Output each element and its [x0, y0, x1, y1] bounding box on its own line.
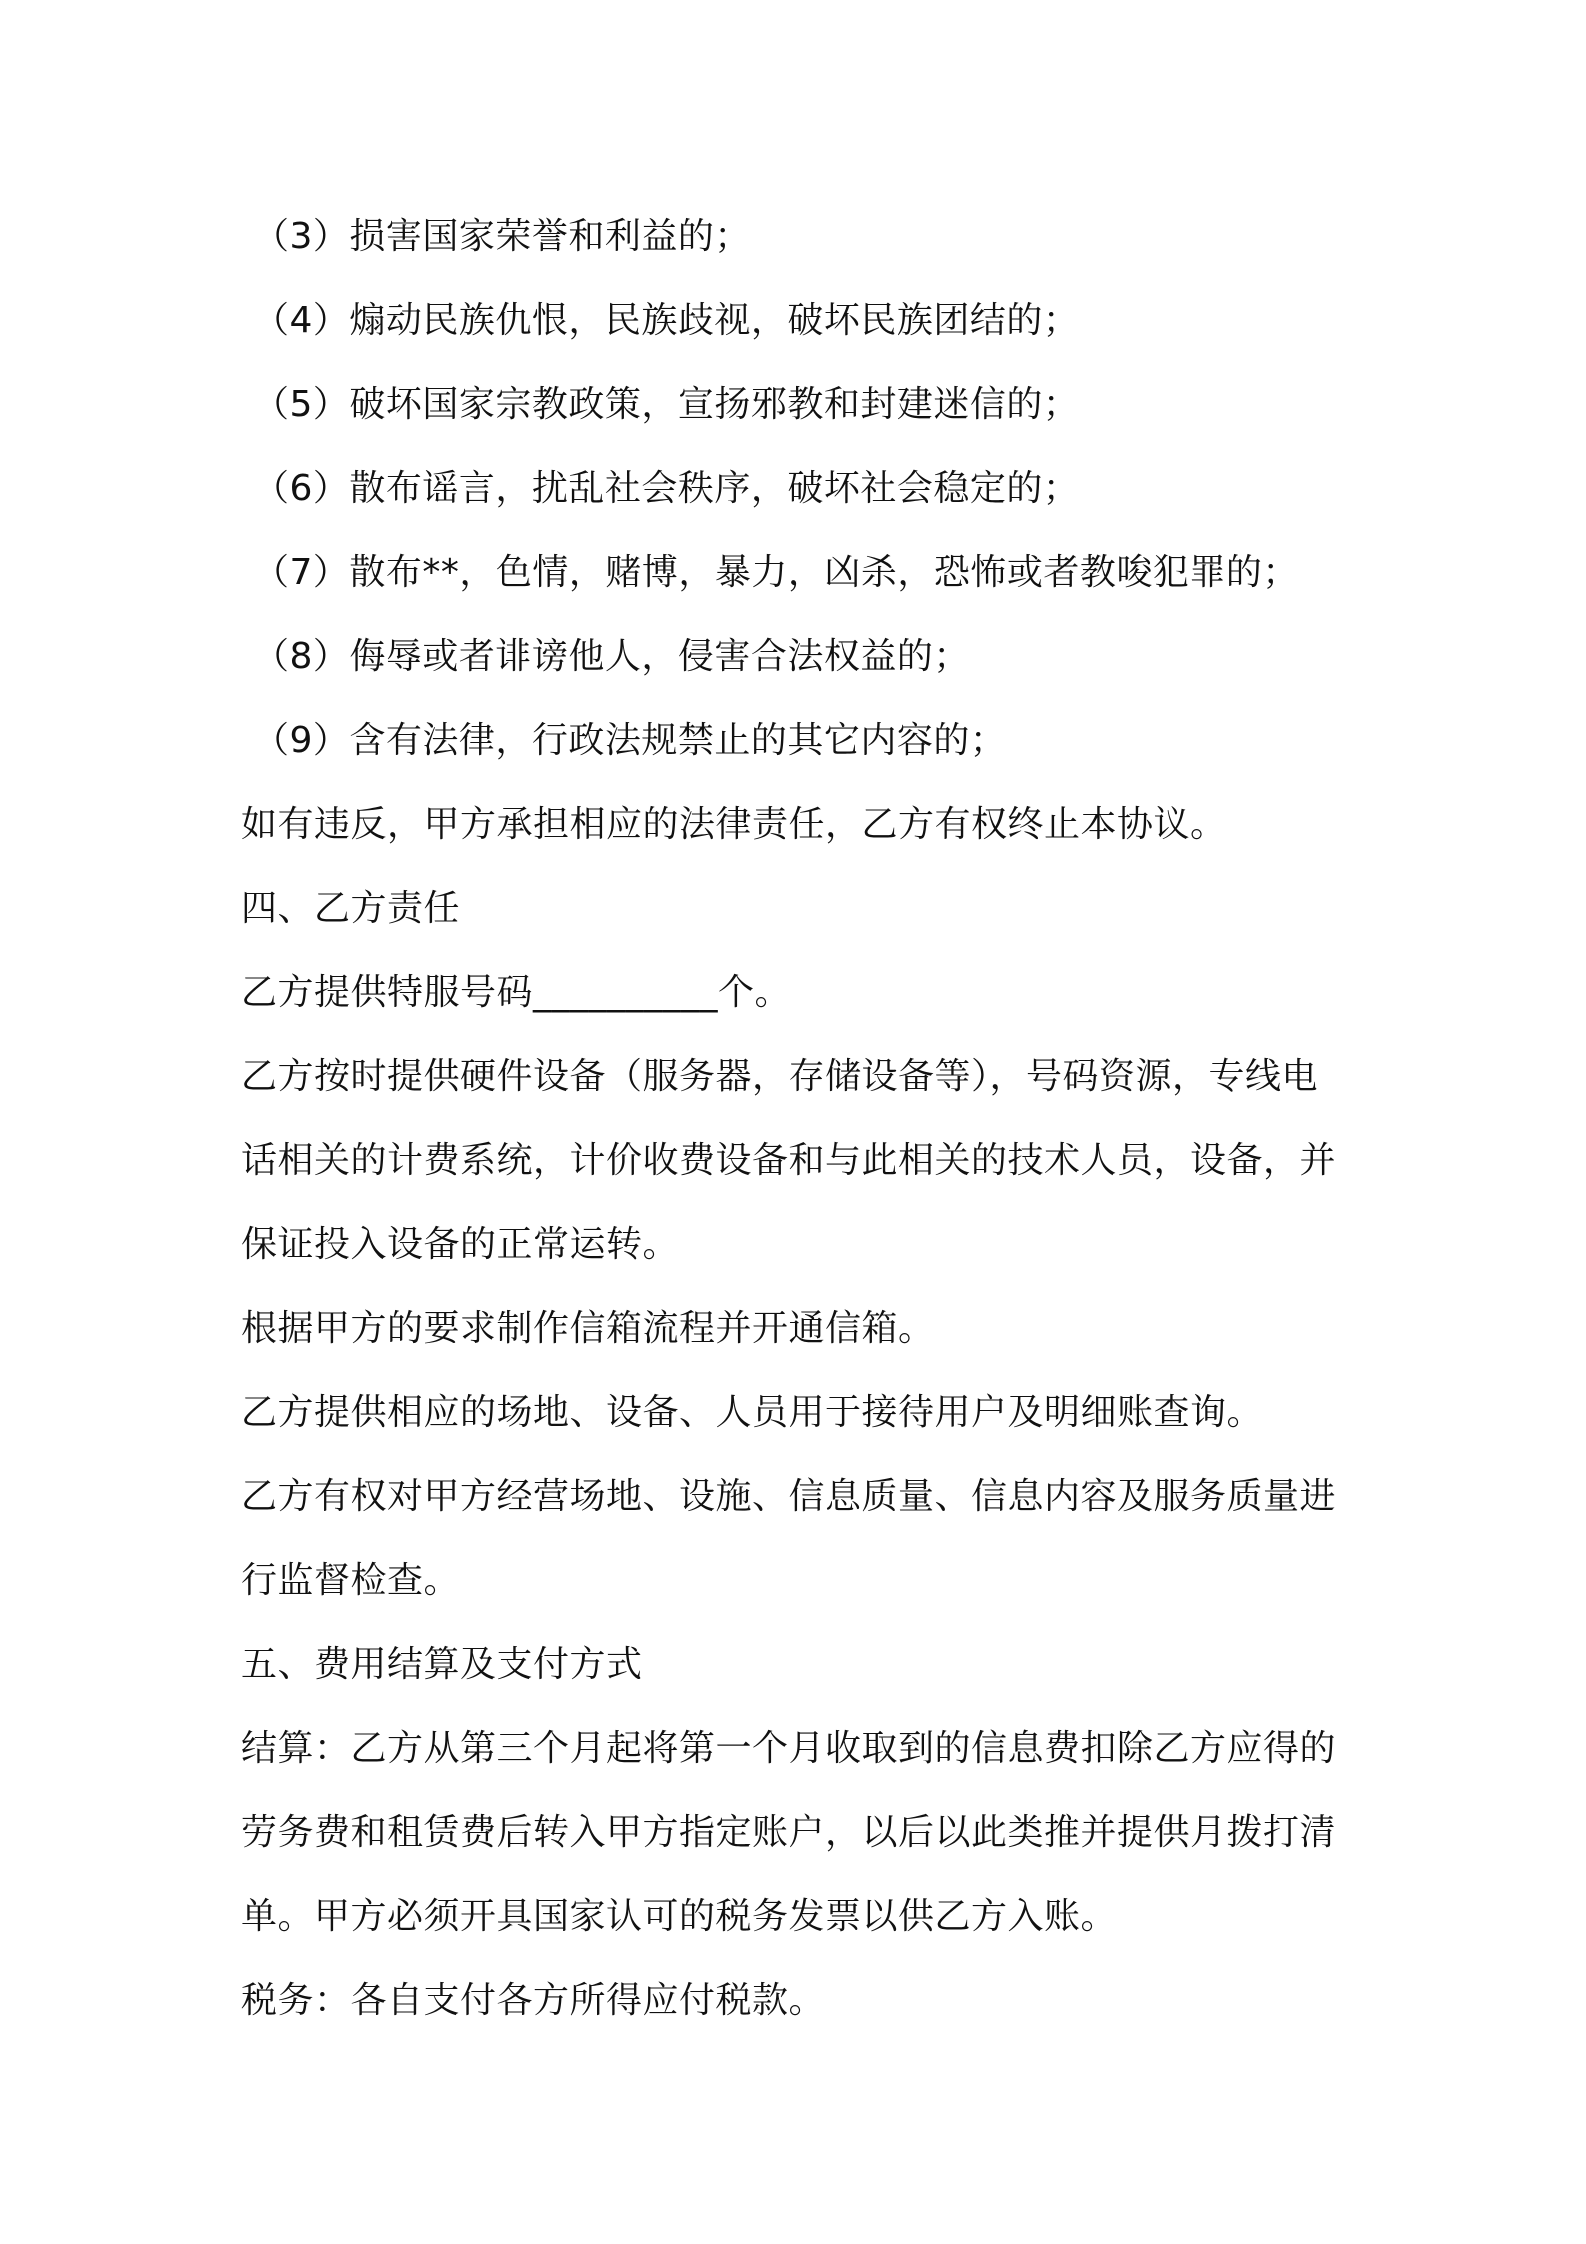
list-item-8: （8）侮辱或者诽谤他人，侵害合法权益的；: [253, 636, 970, 677]
paragraph-supervision-line-1: 乙方有权对甲方经营场地、设施、信息质量、信息内容及服务质量进: [241, 1476, 1337, 1517]
paragraph-mailbox: 根据甲方的要求制作信箱流程并开通信箱。: [241, 1308, 935, 1349]
paragraph-hardware-line-2: 话相关的计费系统，计价收费设备和与此相关的技术人员，设备，并: [241, 1140, 1337, 1181]
list-item-4: （4）煽动民族仇恨，民族歧视，破坏民族团结的；: [253, 300, 1080, 341]
paragraph-settlement-line-3: 单。甲方必须开具国家认可的税务发票以供乙方入账。: [241, 1896, 1118, 1937]
paragraph-violation: 如有违反，甲方承担相应的法律责任，乙方有权终止本协议。: [241, 804, 1227, 845]
list-item-9: （9）含有法律，行政法规禁止的其它内容的；: [253, 720, 1007, 761]
section-heading-4: 四、乙方责任: [241, 888, 461, 929]
paragraph-supervision-line-2: 行监督检查。: [241, 1560, 461, 1601]
list-item-3: （3）损害国家荣誉和利益的；: [253, 216, 751, 257]
list-item-5: （5）破坏国家宗教政策，宣扬邪教和封建迷信的；: [253, 384, 1080, 425]
paragraph-settlement-line-2: 劳务费和租赁费后转入甲方指定账户，以后以此类推并提供月拨打清: [241, 1812, 1337, 1853]
paragraph-hardware-line-1: 乙方按时提供硬件设备（服务器，存储设备等），号码资源，专线电: [241, 1056, 1319, 1097]
paragraph-tax: 税务：各自支付各方所得应付税款。: [241, 1980, 826, 2021]
list-item-7: （7）散布**，色情，赌博，暴力，凶杀，恐怖或者教唆犯罪的；: [253, 552, 1299, 593]
paragraph-settlement-line-1: 结算：乙方从第三个月起将第一个月收取到的信息费扣除乙方应得的: [241, 1728, 1337, 1769]
paragraph-number-count: 乙方提供特服号码__________个。: [241, 972, 792, 1013]
section-heading-5: 五、费用结算及支付方式: [241, 1644, 643, 1685]
list-item-6: （6）散布谣言，扰乱社会秩序，破坏社会稳定的；: [253, 468, 1080, 509]
paragraph-venue: 乙方提供相应的场地、设备、人员用于接待用户及明细账查询。: [241, 1392, 1264, 1433]
paragraph-hardware-line-3: 保证投入设备的正常运转。: [241, 1224, 680, 1265]
document-body: [241, 195, 1361, 2043]
